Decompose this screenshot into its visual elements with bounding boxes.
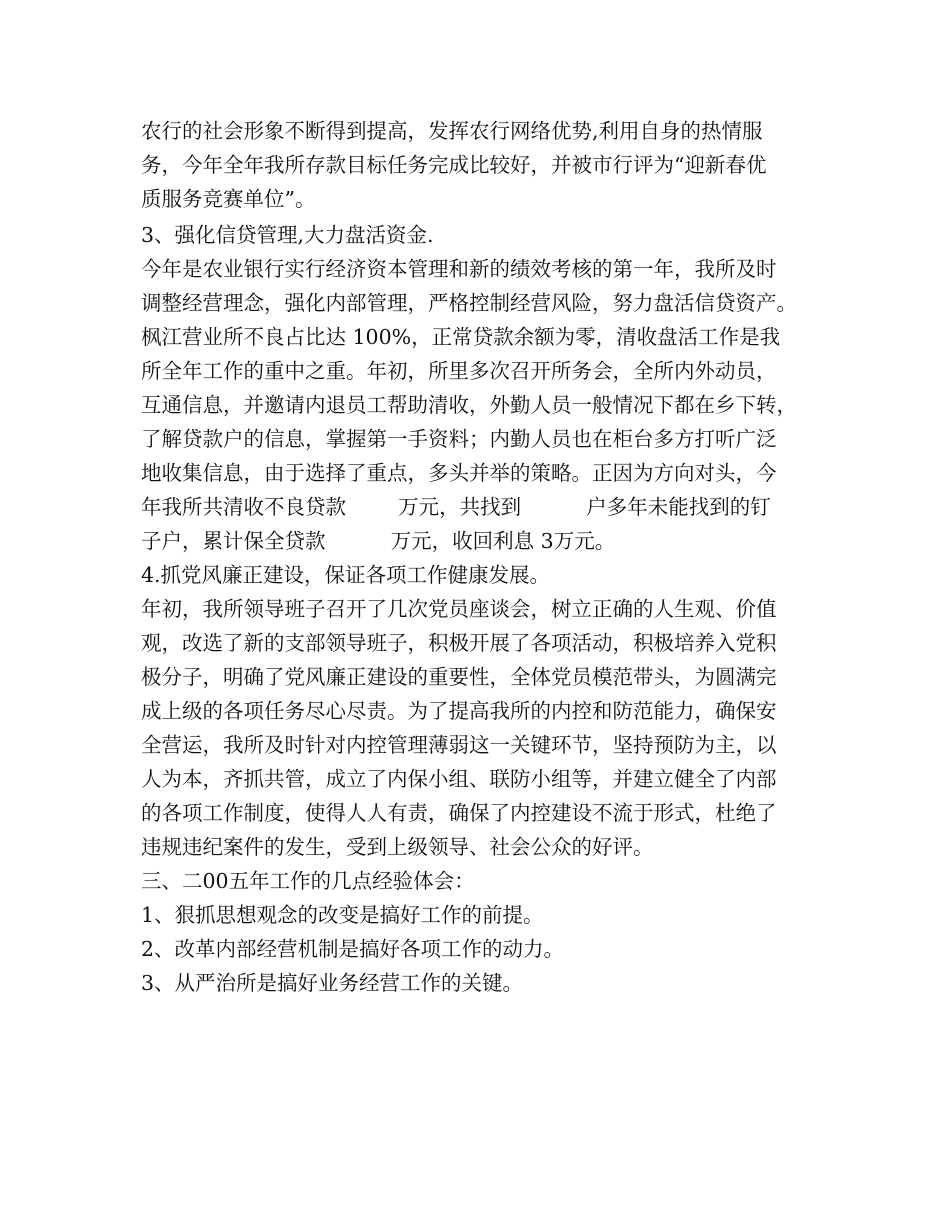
paragraph-line: 调整经营理念，强化内部管理，严格控制经营风险，努力盘活信贷资产。 <box>141 291 797 315</box>
paragraph-line: 质服务竞赛单位”。 <box>141 187 316 211</box>
paragraph-line: 的各项工作制度，使得人人有责，确保了内控建设不流于形式，杜绝了 <box>141 801 777 825</box>
paragraph-line: 农行的社会形象不断得到提高，发挥农行网络优势,利用自身的热情服 <box>141 119 763 143</box>
paragraph-line: 所全年工作的重中之重。年初，所里多次召开所务会，全所内外动员， <box>141 359 777 383</box>
paragraph-line: 子户，累计保全贷款 万元，收回利息 3万元。 <box>141 529 616 553</box>
paragraph-line: 成上级的各项任务尽心尽责。为了提高我所的内控和防范能力，确保安 <box>141 699 777 723</box>
list-item: 3、从严治所是搞好业务经营工作的关键。 <box>141 971 524 995</box>
paragraph-line: 了解贷款户的信息，掌握第一手资料；内勤人员也在柜台多方打听广泛 <box>141 427 777 451</box>
paragraph-line: 年初，我所领导班子召开了几次党员座谈会，树立正确的人生观、价值 <box>141 597 777 621</box>
section-heading: 3、强化信贷管理,大力盘活资金. <box>141 223 434 247</box>
list-item: 2、改革内部经营机制是搞好各项工作的动力。 <box>141 937 565 961</box>
paragraph-line: 极分子，明确了党风廉正建设的重要性，全体党员模范带头，为圆满完 <box>141 665 777 689</box>
paragraph-line: 人为本，齐抓共管，成立了内保小组、联防小组等，并建立健全了内部 <box>141 767 777 791</box>
paragraph-line: 枫江营业所不良占比达 100%，正常贷款余额为零，清收盘活工作是我 <box>141 325 781 349</box>
paragraph-line: 互通信息，并邀请内退员工帮助清收，外勤人员一般情况下都在乡下转， <box>141 393 797 417</box>
paragraph-line: 违规违纪案件的发生，受到上级领导、社会公众的好评。 <box>141 835 654 859</box>
section-heading: 4.抓党风廉正建设，保证各项工作健康发展。 <box>141 563 551 587</box>
paragraph-line: 全营运，我所及时针对内控管理薄弱这一关键环节，坚持预防为主，以 <box>141 733 777 757</box>
paragraph-line: 务，今年全年我所存款目标任务完成比较好，并被市行评为“迎新春优 <box>141 153 767 177</box>
paragraph-line: 年我所共清收不良贷款 万元，共找到 户多年未能找到的钉 <box>141 495 771 519</box>
list-item: 1、狠抓思想观念的改变是搞好工作的前提。 <box>141 903 544 927</box>
paragraph-line: 观，改选了新的支部领导班子，积极开展了各项活动，积极培养入党积 <box>141 631 777 655</box>
section-heading: 三、二00五年工作的几点经验体会： <box>141 869 475 893</box>
paragraph-line: 地收集信息，由于选择了重点，多头并举的策略。正因为方向对头，今 <box>141 461 777 485</box>
paragraph-line: 今年是农业银行实行经济资本管理和新的绩效考核的第一年，我所及时 <box>141 257 777 281</box>
